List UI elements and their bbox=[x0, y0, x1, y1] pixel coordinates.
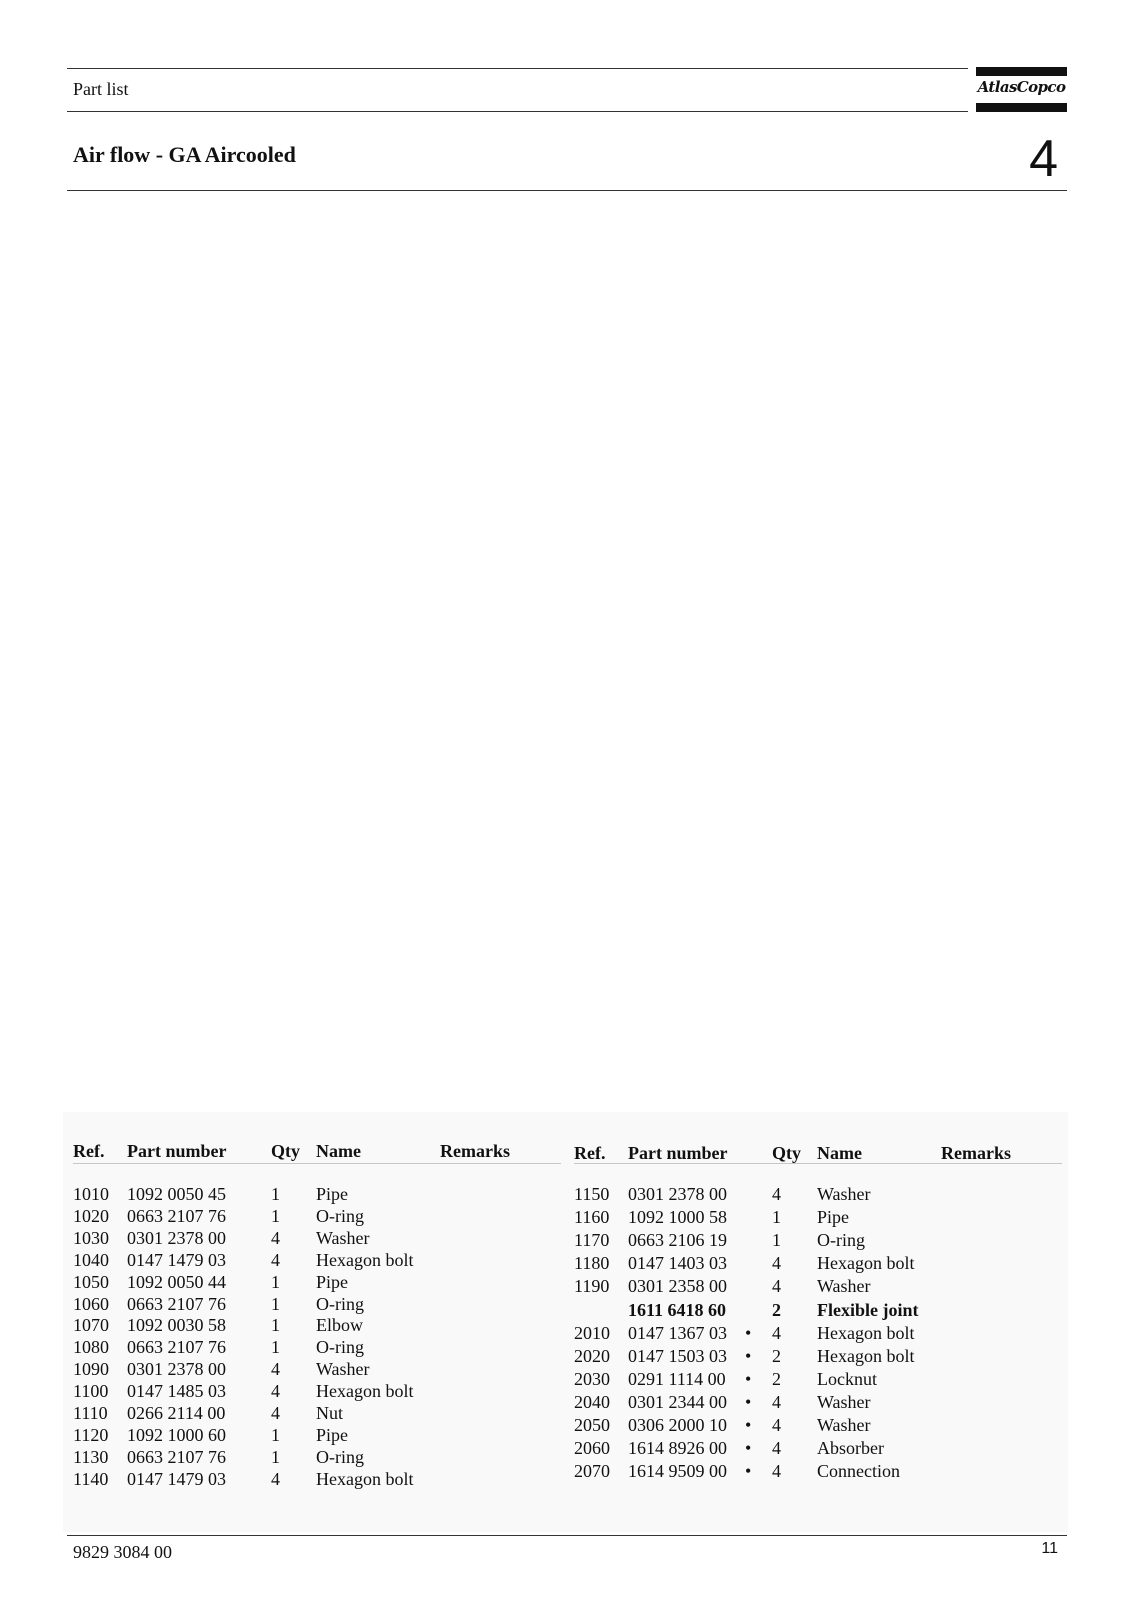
qty-cell: 4 bbox=[772, 1253, 781, 1274]
name-cell: Pipe bbox=[316, 1184, 349, 1204]
ref-cell: 2030 bbox=[574, 1368, 610, 1389]
column-header-ref: Ref. bbox=[574, 1143, 606, 1163]
ref-cell: 1150 bbox=[574, 1184, 610, 1204]
ref-cell: 2050 bbox=[574, 1415, 610, 1435]
header-top-rule bbox=[67, 68, 968, 69]
name-cell: Locknut bbox=[817, 1368, 877, 1389]
name-cell: Hexagon bolt bbox=[817, 1253, 915, 1274]
part-number-cell: 0147 1485 03 bbox=[127, 1381, 226, 1402]
bullet-marker: • bbox=[745, 1345, 752, 1366]
qty-cell: 4 bbox=[772, 1391, 781, 1412]
name-cell: Washer bbox=[316, 1227, 370, 1248]
part-number-cell: 1611 6418 60 bbox=[628, 1299, 727, 1320]
qty-cell: 1 bbox=[772, 1230, 781, 1251]
qty-cell: 4 bbox=[772, 1438, 781, 1459]
footer-rule bbox=[67, 1535, 1067, 1536]
name-cell: Washer bbox=[817, 1415, 871, 1435]
section-title: Air flow - GA Aircooled bbox=[73, 142, 296, 167]
bullet-marker: • bbox=[745, 1415, 752, 1435]
part-number-cell: 0306 2000 10 bbox=[628, 1415, 727, 1435]
qty-cell: 4 bbox=[772, 1276, 781, 1297]
name-cell: Pipe bbox=[316, 1271, 349, 1292]
logo-top-bar bbox=[976, 67, 1067, 76]
qty-cell: 1 bbox=[772, 1207, 781, 1228]
page-number: 11 bbox=[1041, 1540, 1058, 1557]
ref-cell: 2060 bbox=[574, 1438, 610, 1459]
column-header-remarks: Remarks bbox=[440, 1141, 510, 1161]
name-cell: Hexagon bolt bbox=[316, 1249, 414, 1270]
name-cell: O-ring bbox=[316, 1337, 364, 1358]
part-number-cell: 1092 1000 60 bbox=[127, 1424, 226, 1445]
qty-cell: 1 bbox=[271, 1293, 280, 1314]
ref-cell: 1160 bbox=[574, 1207, 610, 1228]
ref-cell: 1010 bbox=[73, 1184, 109, 1204]
ref-cell: 1080 bbox=[73, 1337, 109, 1358]
part-number-cell: 1614 8926 00 bbox=[628, 1438, 727, 1459]
ref-cell: 1020 bbox=[73, 1205, 109, 1226]
header-rule-right bbox=[574, 1163, 1062, 1164]
part-number-cell: 0663 2106 19 bbox=[628, 1230, 727, 1251]
header-rule-left bbox=[73, 1163, 561, 1164]
part-number-cell: 1614 9509 00 bbox=[628, 1461, 727, 1482]
ref-cell: 1190 bbox=[574, 1276, 610, 1297]
ref-cell: 1040 bbox=[73, 1249, 109, 1270]
name-cell: Hexagon bolt bbox=[316, 1381, 414, 1402]
name-cell: O-ring bbox=[316, 1293, 364, 1314]
name-cell: Hexagon bolt bbox=[316, 1468, 414, 1489]
part-number-cell: 0291 1114 00 bbox=[628, 1368, 726, 1389]
part-number-cell: 0663 2107 76 bbox=[127, 1337, 226, 1358]
name-cell: Elbow bbox=[316, 1315, 363, 1336]
part-number-cell: 0301 2378 00 bbox=[628, 1184, 727, 1204]
ref-cell: 2040 bbox=[574, 1391, 610, 1412]
column-header-qty: Qty bbox=[271, 1141, 300, 1161]
column-header-part-number: Part number bbox=[127, 1141, 227, 1161]
part-number-cell: 0147 1403 03 bbox=[628, 1253, 727, 1274]
name-cell: Washer bbox=[316, 1359, 370, 1380]
name-cell: O-ring bbox=[316, 1205, 364, 1226]
part-number-cell: 0301 2344 00 bbox=[628, 1391, 727, 1412]
ref-cell: 1030 bbox=[73, 1227, 109, 1248]
bullet-marker: • bbox=[745, 1322, 752, 1343]
ref-cell: 2010 bbox=[574, 1322, 610, 1343]
part-number-cell: 0663 2107 76 bbox=[127, 1293, 226, 1314]
part-number-cell: 0147 1503 03 bbox=[628, 1345, 727, 1366]
name-cell: Hexagon bolt bbox=[817, 1345, 915, 1366]
qty-cell: 1 bbox=[271, 1337, 280, 1358]
name-cell: Nut bbox=[316, 1403, 343, 1423]
qty-cell: 4 bbox=[772, 1461, 781, 1482]
qty-cell: 4 bbox=[271, 1468, 280, 1489]
part-number-cell: 0663 2107 76 bbox=[127, 1446, 226, 1467]
bullet-marker: • bbox=[745, 1461, 752, 1482]
part-number-cell: 0147 1479 03 bbox=[127, 1468, 226, 1489]
logo-wordmark: AtlasCopco bbox=[977, 78, 1066, 96]
qty-cell: 1 bbox=[271, 1446, 280, 1467]
brand-logo bbox=[976, 67, 1067, 112]
ref-cell: 1110 bbox=[73, 1403, 108, 1423]
qty-cell: 1 bbox=[271, 1315, 280, 1336]
logo-bottom-bar bbox=[976, 103, 1067, 112]
bullet-marker: • bbox=[745, 1368, 752, 1389]
name-cell: O-ring bbox=[316, 1446, 364, 1467]
qty-cell: 2 bbox=[772, 1345, 781, 1366]
header-label: Part list bbox=[73, 79, 129, 99]
qty-cell: 1 bbox=[271, 1424, 280, 1445]
qty-cell: 4 bbox=[271, 1381, 280, 1402]
part-number-cell: 1092 0050 44 bbox=[127, 1271, 226, 1292]
name-cell: O-ring bbox=[817, 1230, 865, 1251]
drawing-area bbox=[67, 195, 1065, 1075]
qty-cell: 4 bbox=[271, 1227, 280, 1248]
part-number-cell: 0301 2378 00 bbox=[127, 1359, 226, 1380]
name-cell: Absorber bbox=[817, 1438, 884, 1459]
ref-cell: 1130 bbox=[73, 1446, 109, 1467]
name-cell: Washer bbox=[817, 1184, 871, 1204]
column-header-remarks: Remarks bbox=[941, 1143, 1011, 1163]
ref-cell: 1100 bbox=[73, 1381, 109, 1402]
ref-cell: 1120 bbox=[73, 1424, 109, 1445]
ref-cell: 1180 bbox=[574, 1253, 610, 1274]
ref-cell: 1050 bbox=[73, 1271, 109, 1292]
name-cell: Connection bbox=[817, 1461, 900, 1482]
document-number: 9829 3084 00 bbox=[73, 1542, 172, 1562]
qty-cell: 4 bbox=[772, 1322, 781, 1343]
ref-cell: 2070 bbox=[574, 1461, 610, 1482]
ref-cell: 1090 bbox=[73, 1359, 109, 1380]
part-number-cell: 1092 0050 45 bbox=[127, 1184, 226, 1204]
qty-cell: 4 bbox=[271, 1359, 280, 1380]
ref-cell: 1060 bbox=[73, 1293, 109, 1314]
part-number-cell: 0266 2114 00 bbox=[127, 1403, 226, 1423]
qty-cell: 1 bbox=[271, 1184, 280, 1204]
qty-cell: 2 bbox=[772, 1299, 781, 1320]
ref-cell: 1140 bbox=[73, 1468, 109, 1489]
ref-cell: 1170 bbox=[574, 1230, 610, 1251]
column-header-part-number: Part number bbox=[628, 1143, 728, 1163]
name-cell: Pipe bbox=[817, 1207, 850, 1228]
ref-cell: 1070 bbox=[73, 1315, 109, 1336]
qty-cell: 4 bbox=[271, 1249, 280, 1270]
column-header-ref: Ref. bbox=[73, 1141, 105, 1161]
qty-cell: 1 bbox=[271, 1205, 280, 1226]
bullet-marker: • bbox=[745, 1438, 752, 1459]
column-header-qty: Qty bbox=[772, 1143, 801, 1163]
title-rule bbox=[67, 190, 1067, 191]
header-bottom-rule bbox=[67, 111, 968, 112]
part-number-cell: 0301 2358 00 bbox=[628, 1276, 727, 1297]
qty-cell: 2 bbox=[772, 1368, 781, 1389]
name-cell: Flexible joint bbox=[817, 1299, 919, 1320]
name-cell: Hexagon bolt bbox=[817, 1322, 915, 1343]
name-cell: Pipe bbox=[316, 1424, 349, 1445]
ref-cell: 2020 bbox=[574, 1345, 610, 1366]
qty-cell: 1 bbox=[271, 1271, 280, 1292]
column-header-name: Name bbox=[316, 1141, 361, 1161]
part-number-cell: 1092 0030 58 bbox=[127, 1315, 226, 1336]
part-number-cell: 0147 1367 03 bbox=[628, 1322, 727, 1343]
part-number-cell: 0147 1479 03 bbox=[127, 1249, 226, 1270]
part-number-cell: 0301 2378 00 bbox=[127, 1227, 226, 1248]
bullet-marker: • bbox=[745, 1391, 752, 1412]
qty-cell: 4 bbox=[271, 1403, 280, 1423]
part-number-cell: 0663 2107 76 bbox=[127, 1205, 226, 1226]
qty-cell: 4 bbox=[772, 1184, 781, 1204]
qty-cell: 4 bbox=[772, 1415, 781, 1435]
name-cell: Washer bbox=[817, 1276, 871, 1297]
section-number: 4 bbox=[1029, 130, 1058, 188]
column-header-name: Name bbox=[817, 1143, 862, 1163]
part-number-cell: 1092 1000 58 bbox=[628, 1207, 727, 1228]
name-cell: Washer bbox=[817, 1391, 871, 1412]
